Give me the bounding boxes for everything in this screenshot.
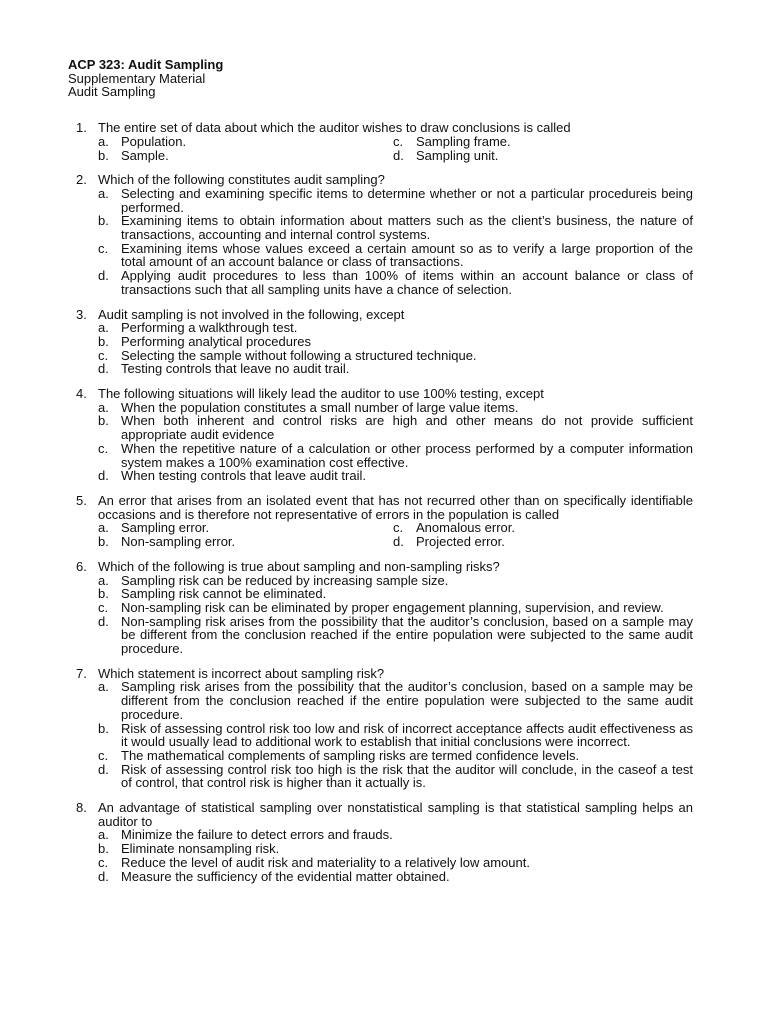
- question-text: An advantage of statistical sampling over nonstatistical sampling is that statistical sampling helps an auditor to: [98, 800, 693, 829]
- option-letter: b.: [98, 413, 109, 429]
- option-text: Measure the sufficiency of the evidential matter obtained.: [121, 868, 450, 884]
- option-text: Performing a walkthrough test.: [121, 320, 298, 336]
- answer-option: [98, 828, 693, 842]
- option-letter: a.: [98, 520, 109, 536]
- question-number: 3.: [76, 306, 87, 322]
- answer-options: [98, 187, 693, 297]
- document-topic: Audit Sampling: [68, 84, 156, 100]
- option-letter: a.: [98, 399, 109, 415]
- question-number: 6.: [76, 558, 87, 574]
- option-text: When both inherent and control risks are high and other means do not provide sufficient appropriate audit evidence: [121, 413, 693, 443]
- option-letter: d.: [393, 147, 404, 163]
- option-text: Eliminate nonsampling risk.: [121, 841, 280, 857]
- question-item: [68, 560, 693, 656]
- option-text: Examining items to obtain information about matters such as the client’s business, the nature of transactions, accounting and internal control systems.: [121, 213, 693, 243]
- answer-option: [98, 269, 693, 296]
- option-text: Projected error.: [416, 534, 505, 550]
- answer-option: [98, 442, 693, 469]
- option-letter: a.: [98, 827, 109, 843]
- question-text: Which of the following constitutes audit sampling?: [98, 172, 385, 188]
- option-letter: c.: [393, 133, 404, 149]
- answer-option: [98, 335, 693, 349]
- answer-option: [98, 722, 693, 749]
- answer-option: [98, 414, 693, 441]
- question-text: The following situations will likely lead the auditor to use 100% testing, except: [98, 386, 544, 402]
- answer-option: [393, 149, 693, 163]
- answer-option: [98, 856, 693, 870]
- option-text: Examining items whose values exceed a certain amount so as to verify a large proportion of the total amount of an account balance or class of transactions.: [121, 240, 693, 270]
- answer-option: [98, 749, 693, 763]
- option-text: Sampling error.: [121, 520, 210, 536]
- option-letter: d.: [98, 468, 109, 484]
- question-number: 8.: [76, 800, 87, 816]
- answer-option: [98, 214, 693, 241]
- answer-option: [98, 574, 693, 588]
- option-text: Selecting and examining specific items to determine whether or not a particular procedureis being performed.: [121, 185, 693, 215]
- option-letter: a.: [98, 320, 109, 336]
- option-text: Testing controls that leave no audit trail.: [121, 361, 350, 377]
- option-letter: c.: [98, 747, 109, 763]
- question-list: [68, 121, 693, 883]
- question-number: 2.: [76, 172, 87, 188]
- option-text: Sample.: [121, 147, 169, 163]
- option-text: Non-sampling risk can be eliminated by proper engagement planning, supervision, and review.: [121, 599, 664, 615]
- question-item: [68, 173, 693, 296]
- option-letter: c.: [98, 240, 109, 256]
- option-letter: b.: [98, 586, 109, 602]
- option-text: Minimize the failure to detect errors and frauds.: [121, 827, 393, 843]
- question-number: 5.: [76, 492, 87, 508]
- answer-option: [98, 535, 393, 549]
- question-text: An error that arises from an isolated event that has not recurred other than on specifically identifiable occasions and is therefore not representative of errors in the population is called: [98, 492, 693, 522]
- question-text: Audit sampling is not involved in the following, except: [98, 306, 405, 322]
- answer-option: [98, 349, 693, 363]
- answer-option: [98, 601, 693, 615]
- document-subtitle: Supplementary Material: [68, 70, 206, 86]
- answer-option: [98, 469, 693, 483]
- question-item: [68, 801, 693, 883]
- answer-option: [98, 763, 693, 790]
- option-text: Sampling risk can be reduced by increasing sample size.: [121, 572, 449, 588]
- answer-options: [98, 521, 693, 548]
- option-letter: b.: [98, 841, 109, 857]
- option-text: Risk of assessing control risk too high is the risk that the auditor will conclude, in the caseof a test of control, that control risk is higher than it actually is.: [121, 761, 693, 791]
- option-letter: c.: [393, 520, 404, 536]
- option-text: Sampling risk arises from the possibility that the auditor’s conclusion, based on a sample may be different from the conclusion reached if the entire population were subjected to the same audit procedure.: [121, 679, 693, 722]
- answer-option: [98, 242, 693, 269]
- option-letter: a.: [98, 572, 109, 588]
- answer-option: [98, 680, 693, 721]
- answer-options: [98, 135, 693, 162]
- answer-option: [98, 187, 693, 214]
- option-letter: d.: [393, 534, 404, 550]
- option-text: Non-sampling error.: [121, 534, 236, 550]
- option-text: Selecting the sample without following a structured technique.: [121, 347, 477, 363]
- answer-options: [98, 401, 693, 483]
- answer-option: [98, 521, 393, 535]
- option-text: The mathematical complements of sampling risks are termed confidence levels.: [121, 747, 580, 763]
- option-text: Non-sampling risk arises from the possibility that the auditor’s conclusion, based on a sample may be different from the conclusion reached if the entire population were subjected to the same audit procedure.: [121, 613, 693, 657]
- question-item: [68, 121, 693, 162]
- answer-option: [98, 870, 693, 884]
- option-text: When the population constitutes a small number of large value items.: [121, 399, 519, 415]
- answer-option: [98, 615, 693, 656]
- option-letter: c.: [98, 599, 109, 615]
- option-letter: c.: [98, 440, 109, 456]
- answer-option: [393, 535, 693, 549]
- question-number: 1.: [76, 120, 87, 136]
- answer-option: [393, 135, 693, 149]
- option-letter: b.: [98, 213, 109, 229]
- answer-option: [98, 149, 393, 163]
- question-item: [68, 387, 693, 483]
- question-number: 4.: [76, 386, 87, 402]
- answer-option: [98, 842, 693, 856]
- option-letter: b.: [98, 720, 109, 736]
- answer-options: [98, 574, 693, 656]
- option-text: Reduce the level of audit risk and materiality to a relatively low amount.: [121, 854, 530, 870]
- option-letter: a.: [98, 133, 109, 149]
- option-letter: d.: [98, 868, 109, 884]
- answer-options: [98, 680, 693, 790]
- question-number: 7.: [76, 665, 87, 681]
- option-text: Sampling unit.: [416, 147, 499, 163]
- option-text: Risk of assessing control risk too low and risk of incorrect acceptance affects audit effectiveness as it would usually lead to additional work to establish that initial conclusions were incorrect.: [121, 720, 693, 750]
- answer-option: [98, 587, 693, 601]
- option-letter: d.: [98, 613, 109, 629]
- answer-options: [98, 828, 693, 883]
- option-letter: d.: [98, 761, 109, 777]
- option-text: Sampling frame.: [416, 133, 511, 149]
- answer-option: [98, 362, 693, 376]
- question-item: [68, 494, 693, 549]
- question-text: The entire set of data about which the auditor wishes to draw conclusions is called: [98, 120, 571, 136]
- question-item: [68, 308, 693, 377]
- question-item: [68, 667, 693, 790]
- document-title: ACP 323: Audit Sampling: [68, 57, 224, 72]
- answer-options: [98, 321, 693, 376]
- option-letter: a.: [98, 185, 109, 201]
- question-text: Which statement is incorrect about sampling risk?: [98, 665, 385, 681]
- answer-option: [393, 521, 693, 535]
- option-letter: d.: [98, 361, 109, 377]
- option-letter: c.: [98, 854, 109, 870]
- option-letter: a.: [98, 679, 109, 695]
- option-text: When the repetitive nature of a calculation or other process performed by a computer information system makes a 100% examination cost effective.: [121, 440, 693, 470]
- answer-option: [98, 401, 693, 415]
- option-letter: c.: [98, 347, 109, 363]
- option-letter: b.: [98, 333, 109, 349]
- option-letter: d.: [98, 268, 109, 284]
- answer-option: [98, 135, 393, 149]
- option-letter: b.: [98, 147, 109, 163]
- answer-option: [98, 321, 693, 335]
- option-text: Applying audit procedures to less than 100% of items within an account balance or class of transactions such that all sampling units have a chance of selection.: [121, 268, 693, 297]
- option-text: Anomalous error.: [416, 520, 515, 536]
- option-text: Population.: [121, 133, 187, 149]
- option-letter: b.: [98, 534, 109, 550]
- option-text: Sampling risk cannot be eliminated.: [121, 586, 327, 602]
- option-text: When testing controls that leave audit trail.: [121, 468, 366, 484]
- question-text: Which of the following is true about sampling and non-sampling risks?: [98, 558, 500, 574]
- document-header: [68, 58, 693, 99]
- option-text: Performing analytical procedures: [121, 333, 312, 349]
